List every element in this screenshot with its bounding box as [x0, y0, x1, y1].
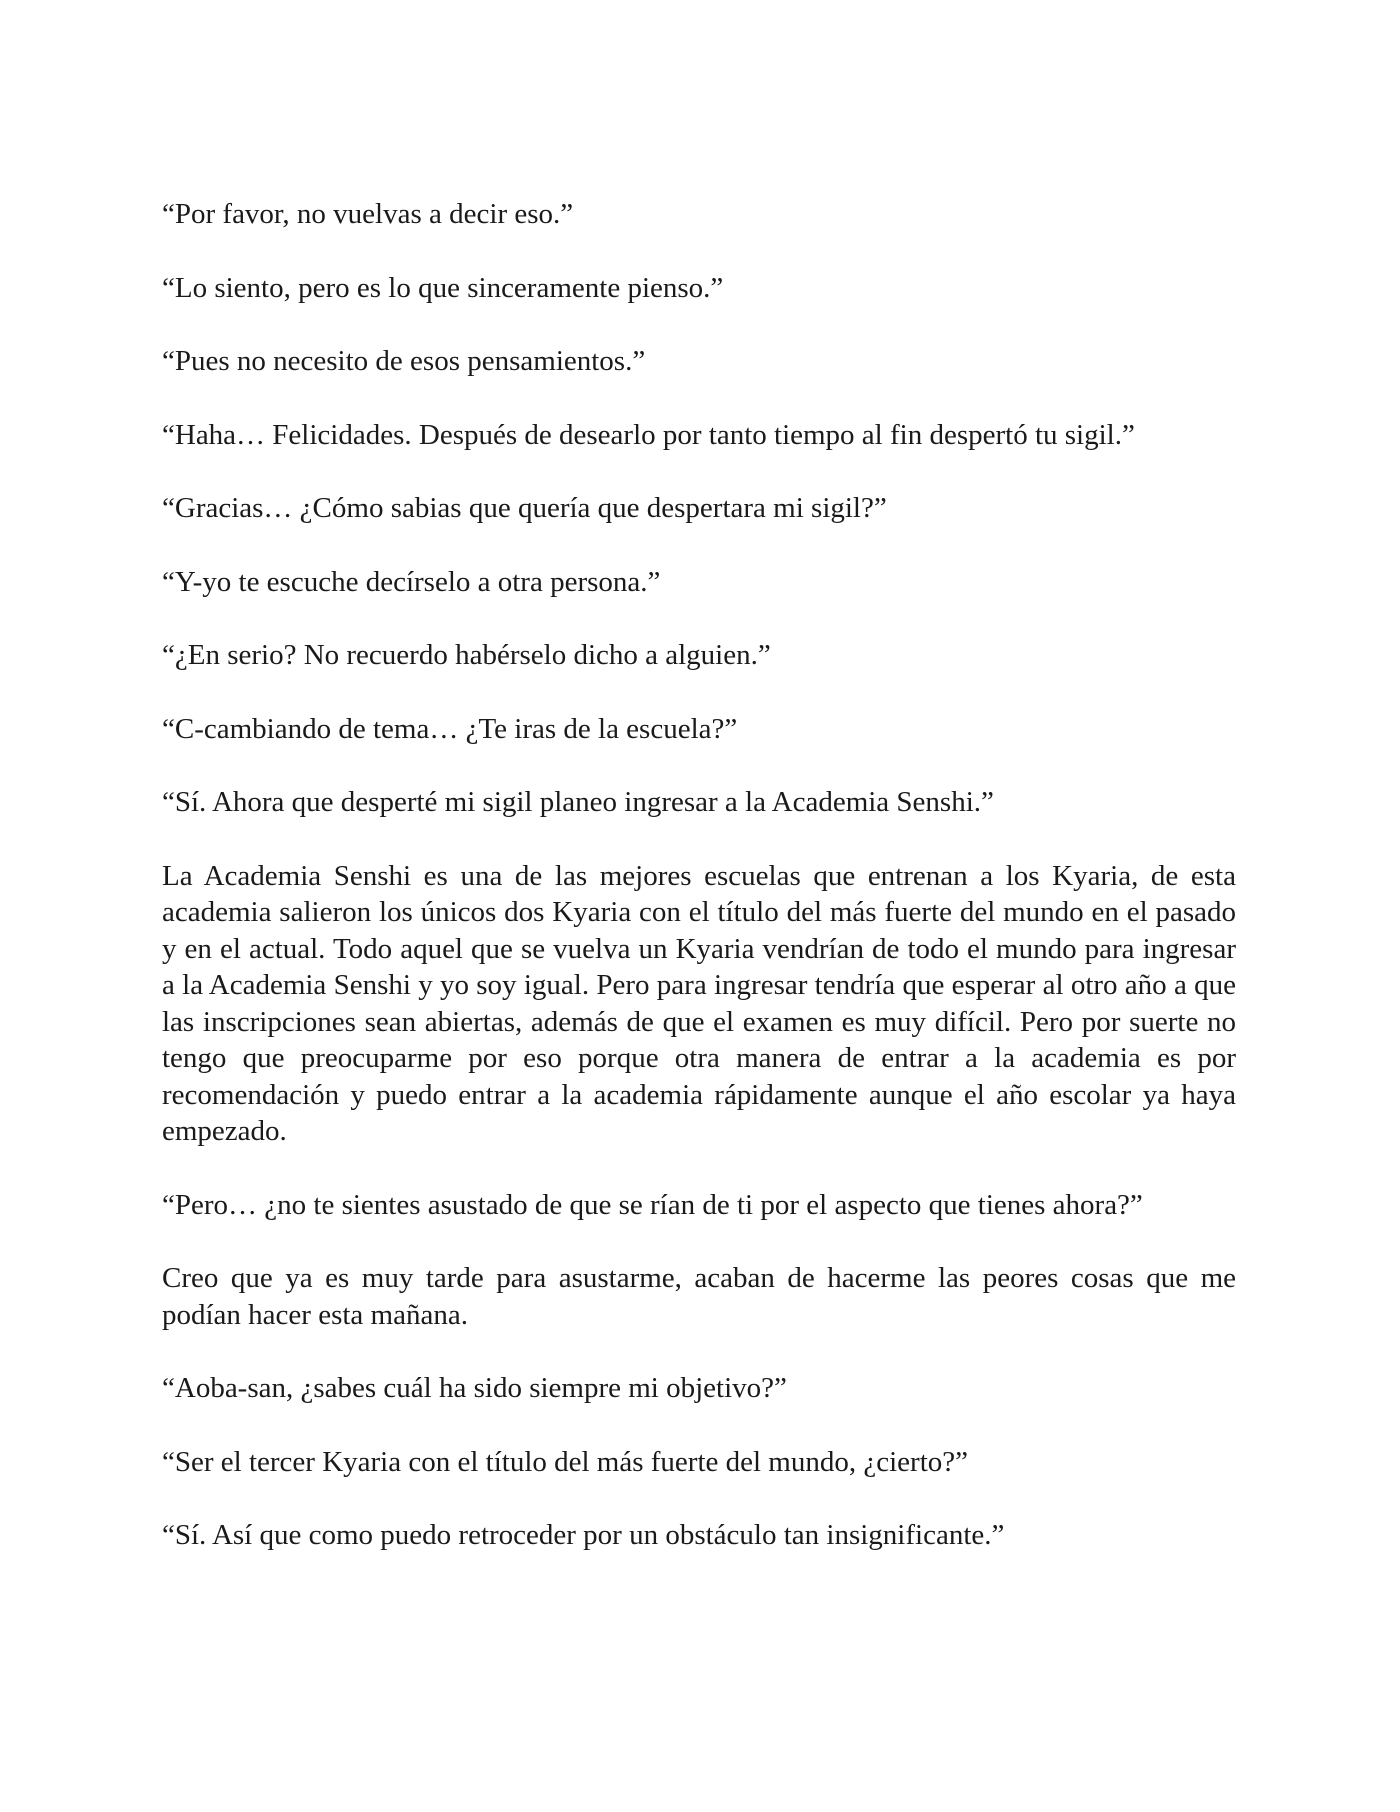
paragraph: “Pero… ¿no te sientes asustado de que se rían de ti por el aspecto que tienes ahora?” — [162, 1188, 1143, 1221]
paragraph: “Sí. Ahora que desperté mi sigil planeo ingresar a la Academia Senshi.” — [162, 786, 994, 818]
narration-paragraph: Creo que ya es muy tarde para asustarme, acaban de hacerme las peores cosas que me podían hacer esta mañana. — [162, 1262, 1236, 1331]
paragraph: “Lo siento, pero es lo que sinceramente pienso.” — [162, 271, 724, 304]
paragraph: “¿En serio? No recuerdo habérselo dicho a alguien.” — [162, 639, 771, 671]
paragraph: “Pues no necesito de esos pensamientos.” — [162, 345, 646, 377]
paragraph: “Ser el tercer Kyaria con el título del más fuerte del mundo, ¿cierto?” — [162, 1445, 968, 1478]
document-body — [162, 196, 1236, 1591]
paragraph: “C-cambiando de tema… ¿Te iras de la escuela?” — [162, 712, 738, 745]
narration-paragraph: La Academia Senshi es una de las mejores escuelas que entrenan a los Kyaria, de esta academia salieron los únicos dos Kyaria con el título del más fuerte del mundo en el pasado y en el actual. Todo aquel que se vuelva un Kyaria vendrían de todo el mundo para ingresar a la Academia Senshi y yo soy igual. Pero para ingresar tendría que esperar al otro año a que las inscripciones sean abiertas, además de que el examen es muy difícil. Pero por suerte no tengo que preocuparme por eso porque otra manera de entrar a la academia es por recomendación y puedo entrar a la academia rápidamente aunque el año escolar ya haya empezado. — [162, 859, 1236, 1147]
paragraph: “Sí. Así que como puedo retroceder por un obstáculo tan insignificante.” — [162, 1519, 1005, 1551]
paragraph: “Aoba-san, ¿sabes cuál ha sido siempre mi objetivo?” — [162, 1372, 787, 1404]
paragraph: “Haha… Felicidades. Después de desearlo por tanto tiempo al fin despertó tu sigil.” — [162, 418, 1135, 451]
paragraph: “Por favor, no vuelvas a decir eso.” — [162, 198, 574, 230]
paragraph: “Gracias… ¿Cómo sabias que quería que despertara mi sigil?” — [162, 492, 887, 524]
paragraph: “Y-yo te escuche decírselo a otra persona.” — [162, 565, 661, 598]
